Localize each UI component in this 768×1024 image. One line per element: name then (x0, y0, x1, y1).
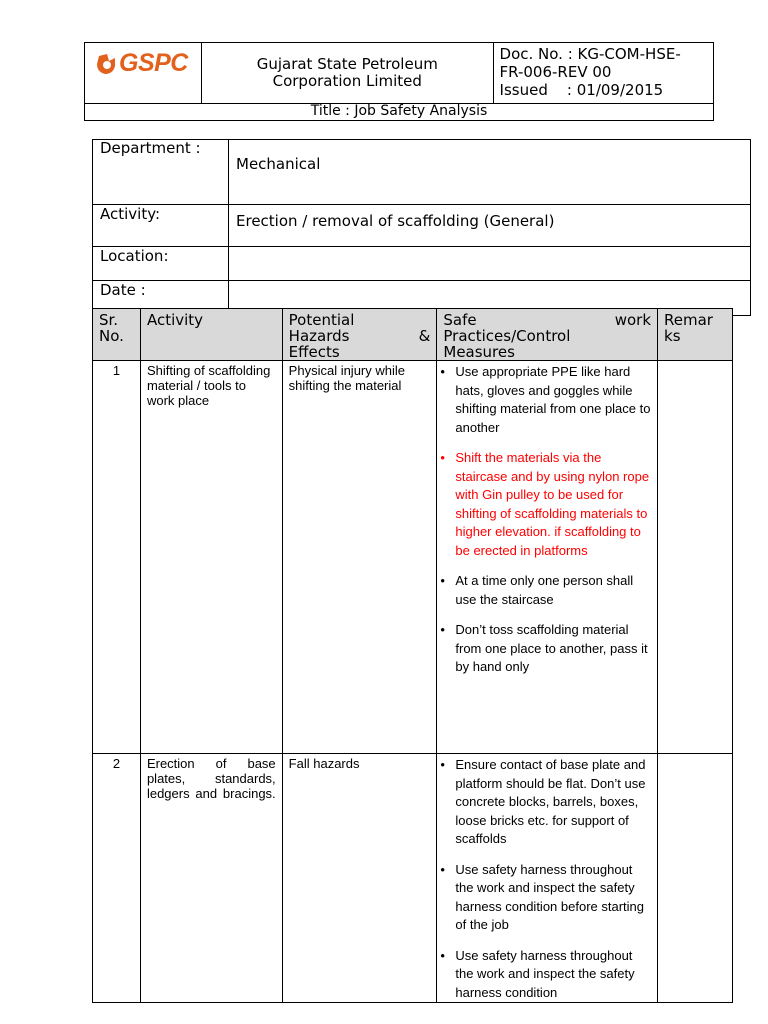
job-info-table (92, 139, 751, 316)
department-value: Mechanical (229, 140, 751, 205)
row-activity: Erection of base plates, standards, ledgers and bracings. (140, 754, 282, 1003)
row-activity: Shifting of scaffolding material / tools to work place (140, 361, 282, 754)
row-measures (437, 754, 658, 1003)
flame-icon (95, 52, 119, 76)
col-sr-no: Sr. No. (93, 309, 141, 361)
row-remarks (658, 754, 733, 1003)
department-label: Department : (93, 140, 229, 205)
job-safety-analysis-table (92, 308, 733, 1003)
row-hazards: Physical injury while shifting the material (282, 361, 437, 754)
row-remarks (658, 361, 733, 754)
measure-item: • Don’t toss scaffolding material from one place to another, pass it by hand only (440, 622, 648, 674)
measure-item: • Use appropriate PPE like hard hats, gloves and goggles while shifting material from one place to another (440, 364, 651, 435)
measure-item: • At a time only one person shall use the staircase (440, 573, 634, 607)
col-hazards: Potential Hazards & Effects (282, 309, 437, 361)
location-label: Location: (93, 247, 229, 281)
row-measures (437, 361, 658, 754)
col-remarks: Remar ks (658, 309, 733, 361)
logo-text: GSPC (119, 49, 188, 77)
activity-label: Activity: (93, 205, 229, 247)
location-value (229, 247, 751, 281)
row-hazards: Fall hazards (282, 754, 437, 1003)
activity-value: Erection / removal of scaffolding (General) (229, 205, 751, 247)
date-label: Date : (93, 281, 229, 316)
measure-item: • Use safety harness throughout the work and inspect the safety harness condition (440, 947, 635, 1000)
col-activity: Activity (140, 309, 282, 361)
document-title: Title : Job Safety Analysis (85, 104, 714, 121)
measure-item: • Shift the materials via the staircase and by using nylon rope with Gin pulley to be used for shifting of scaffolding materials to higher elevation. if scaffolding to be erected in platforms (440, 450, 650, 558)
issued-date: Issued : 01/09/2015 (499, 81, 664, 99)
col-safe-practices: Safe work Practices/Control Measures (437, 309, 658, 361)
measure-item: • Use safety harness throughout the work and inspect the safety harness condition before starting of the job (440, 861, 644, 932)
document-number: Doc. No. : KG-COM-HSE- FR-006-REV 00 Issued : 01/09/2015 (493, 43, 713, 104)
row-sr-no: 2 (93, 754, 141, 1003)
table-row (93, 361, 733, 754)
document-header (84, 42, 714, 121)
company-name: Gujarat State Petroleum Corporation Limited (202, 43, 494, 104)
table-row (93, 754, 733, 1003)
measure-item: • Ensure contact of base plate and platform should be flat. Don’t use concrete blocks, barrels, boxes, loose bricks etc. for support of scaffolds (440, 757, 646, 846)
gspc-logo (95, 49, 188, 78)
logo-cell (85, 43, 202, 104)
row-sr-no: 1 (93, 361, 141, 754)
table-header-row (93, 309, 733, 361)
